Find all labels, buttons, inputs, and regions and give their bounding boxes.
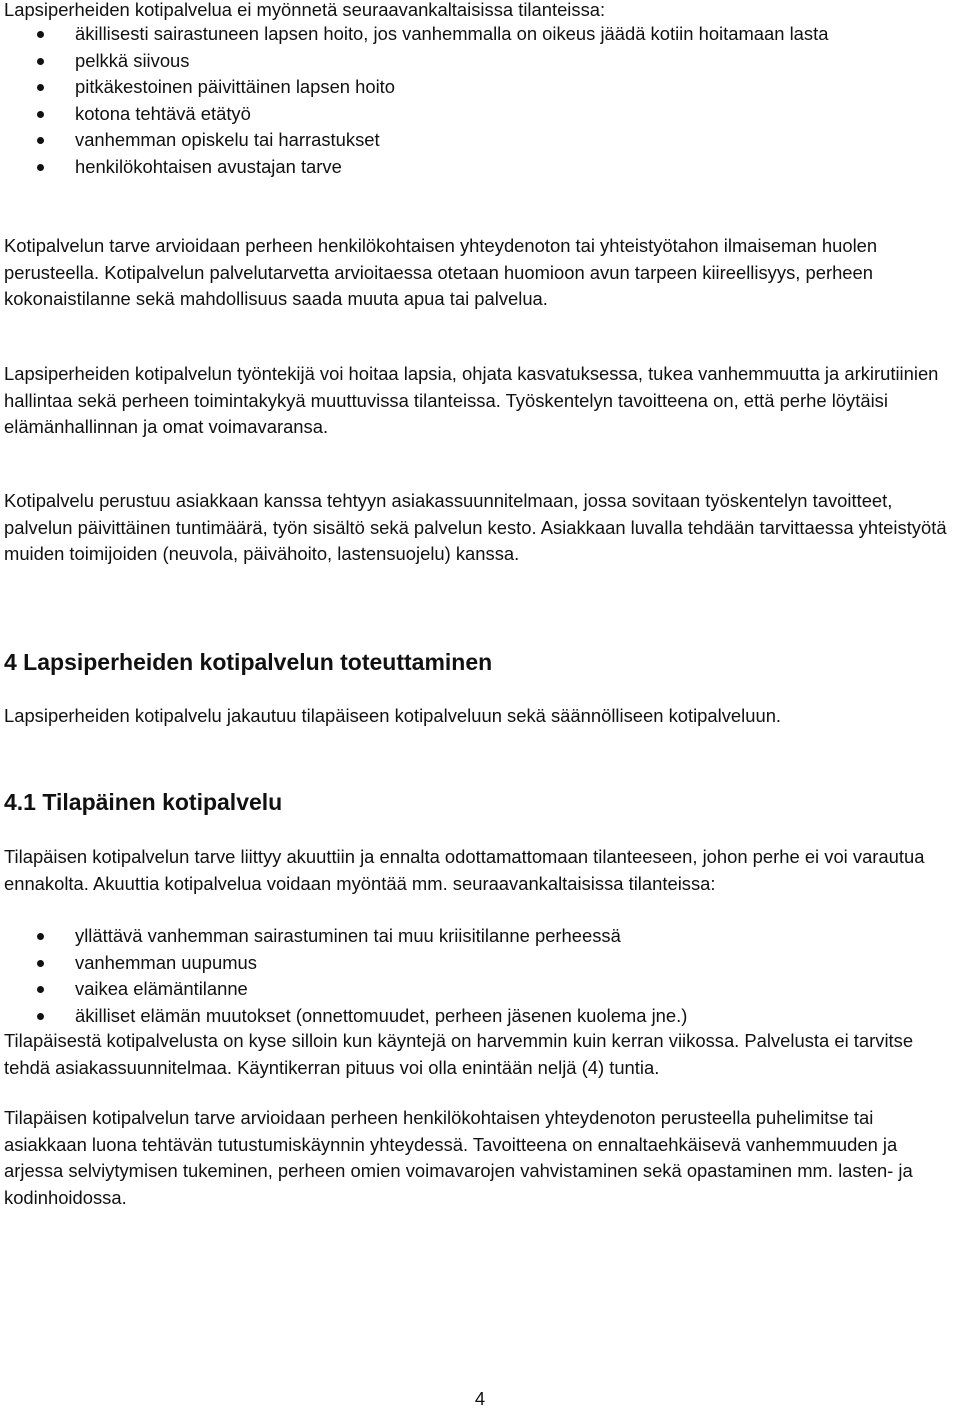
list-item xyxy=(4,74,954,101)
bullet-icon xyxy=(37,137,44,144)
list-item xyxy=(4,1003,954,1030)
list-item-text: vanhemman uupumus xyxy=(75,951,257,973)
bullet-icon xyxy=(37,58,44,65)
list-item-text: henkilökohtaisen avustajan tarve xyxy=(75,155,342,177)
list-item-text: pelkkä siivous xyxy=(75,49,190,71)
list-item xyxy=(4,154,954,181)
list-item xyxy=(4,950,954,977)
list-item xyxy=(4,127,954,154)
list-item-text: vanhemman opiskelu tai harrastukset xyxy=(75,129,380,150)
bullet-icon xyxy=(37,111,44,118)
bullet-icon xyxy=(37,986,44,993)
section-4-1-intro: Tilapäisen kotipalvelun tarve liittyy akuuttiin ja ennalta odottamattomaan tilanteeseen, johon perhe ei voi varautua ennakolta. Akuuttia kotipalvelua voidaan myöntää mm. seuraavankaltaisissa tilanteissa: xyxy=(4,846,925,894)
list-item-text: vaikea elämäntilanne xyxy=(75,978,248,999)
bullet-icon xyxy=(37,1013,44,1020)
exclusion-list xyxy=(4,21,954,180)
acute-situations-list xyxy=(4,923,954,1029)
bullet-icon xyxy=(37,84,44,91)
list-item xyxy=(4,48,954,75)
paragraph-temporary-assessment: Tilapäisen kotipalvelun tarve arvioidaan perheen henkilökohtaisen yhteydenoton perusteella puhelimitse tai asiakkaan luona tehtävän tutustumiskäynnin yhteydessä. Tavoitteena on ennaltaehkäisevä vanhemmuuden ja arjessa selviytymisen tukeminen, perheen omien voimavarojen vahvistaminen sekä opastaminen mm. lasten- ja kodinhoidossa. xyxy=(4,1107,913,1208)
paragraph-need-assessment: Kotipalvelun tarve arvioidaan perheen henkilökohtaisen yhteydenoton tai yhteistyötahon ilmaiseman huolen perusteella. Kotipalvelun palvelutarvetta arvioitaessa otetaan huomioon avun tarpeen kiireellisyys, perheen kokonaistilanne sekä mahdollisuus saada muuta apua tai palvelua. xyxy=(4,235,878,309)
list-item-text: äkilliset elämän muutokset (onnettomuudet, perheen jäsenen kuolema jne.) xyxy=(75,1004,688,1026)
bullet-icon xyxy=(37,960,44,967)
page-number: 4 xyxy=(474,1388,486,1409)
intro-lead: Lapsiperheiden kotipalvelua ei myönnetä seuraavankaltaisissa tilanteissa: xyxy=(4,0,606,20)
list-item xyxy=(4,976,954,1003)
paragraph-temporary-service: Tilapäisestä kotipalvelusta on kyse silloin kun käyntejä on harvemmin kuin kerran viikossa. Palvelusta ei tarvitse tehdä asiakassuunnitelmaa. Käyntikerran pituus voi olla enintään neljä (4) tuntia. xyxy=(4,1030,914,1078)
bullet-icon xyxy=(37,31,44,38)
list-item xyxy=(4,21,954,48)
section-heading-4: 4 Lapsiperheiden kotipalvelun toteuttaminen xyxy=(4,649,493,675)
list-item-text: kotona tehtävä etätyö xyxy=(75,102,251,124)
list-item-text: äkillisesti sairastuneen lapsen hoito, jos vanhemmalla on oikeus jäädä kotiin hoitamaan lasta xyxy=(75,23,829,44)
list-item-text: pitkäkestoinen päivittäinen lapsen hoito xyxy=(75,76,396,97)
bullet-icon xyxy=(37,933,44,940)
list-item-text: yllättävä vanhemman sairastuminen tai muu kriisitilanne perheessä xyxy=(75,925,621,946)
section-4-text: Lapsiperheiden kotipalvelu jakautuu tilapäiseen kotipalveluun sekä säännölliseen kotipalveluun. xyxy=(4,705,782,726)
section-heading-4-1: 4.1 Tilapäinen kotipalvelu xyxy=(4,789,283,815)
bullet-icon xyxy=(37,164,44,171)
paragraph-worker-tasks: Lapsiperheiden kotipalvelun työntekijä voi hoitaa lapsia, ohjata kasvatuksessa, tukea vanhemmuutta ja arkirutiinien hallintaa sekä perheen toimintakykyä muuttuvissa tilanteissa. Työskentelyn tavoitteena on, että perhe löytäisi elämänhallinnan ja omat voimavaransa. xyxy=(4,363,939,437)
list-item xyxy=(4,923,954,950)
list-item xyxy=(4,101,954,128)
paragraph-client-plan: Kotipalvelu perustuu asiakkaan kanssa tehtyyn asiakassuunnitelmaan, jossa sovitaan työskentelyn tavoitteet, palvelun päivittäinen tuntimäärä, työn sisältö sekä palvelun kesto. Asiakkaan luvalla tehdään tarvittaessa yhteistyötä muiden toimijoiden (neuvola, päivähoito, lastensuojelu) kanssa. xyxy=(4,490,947,564)
